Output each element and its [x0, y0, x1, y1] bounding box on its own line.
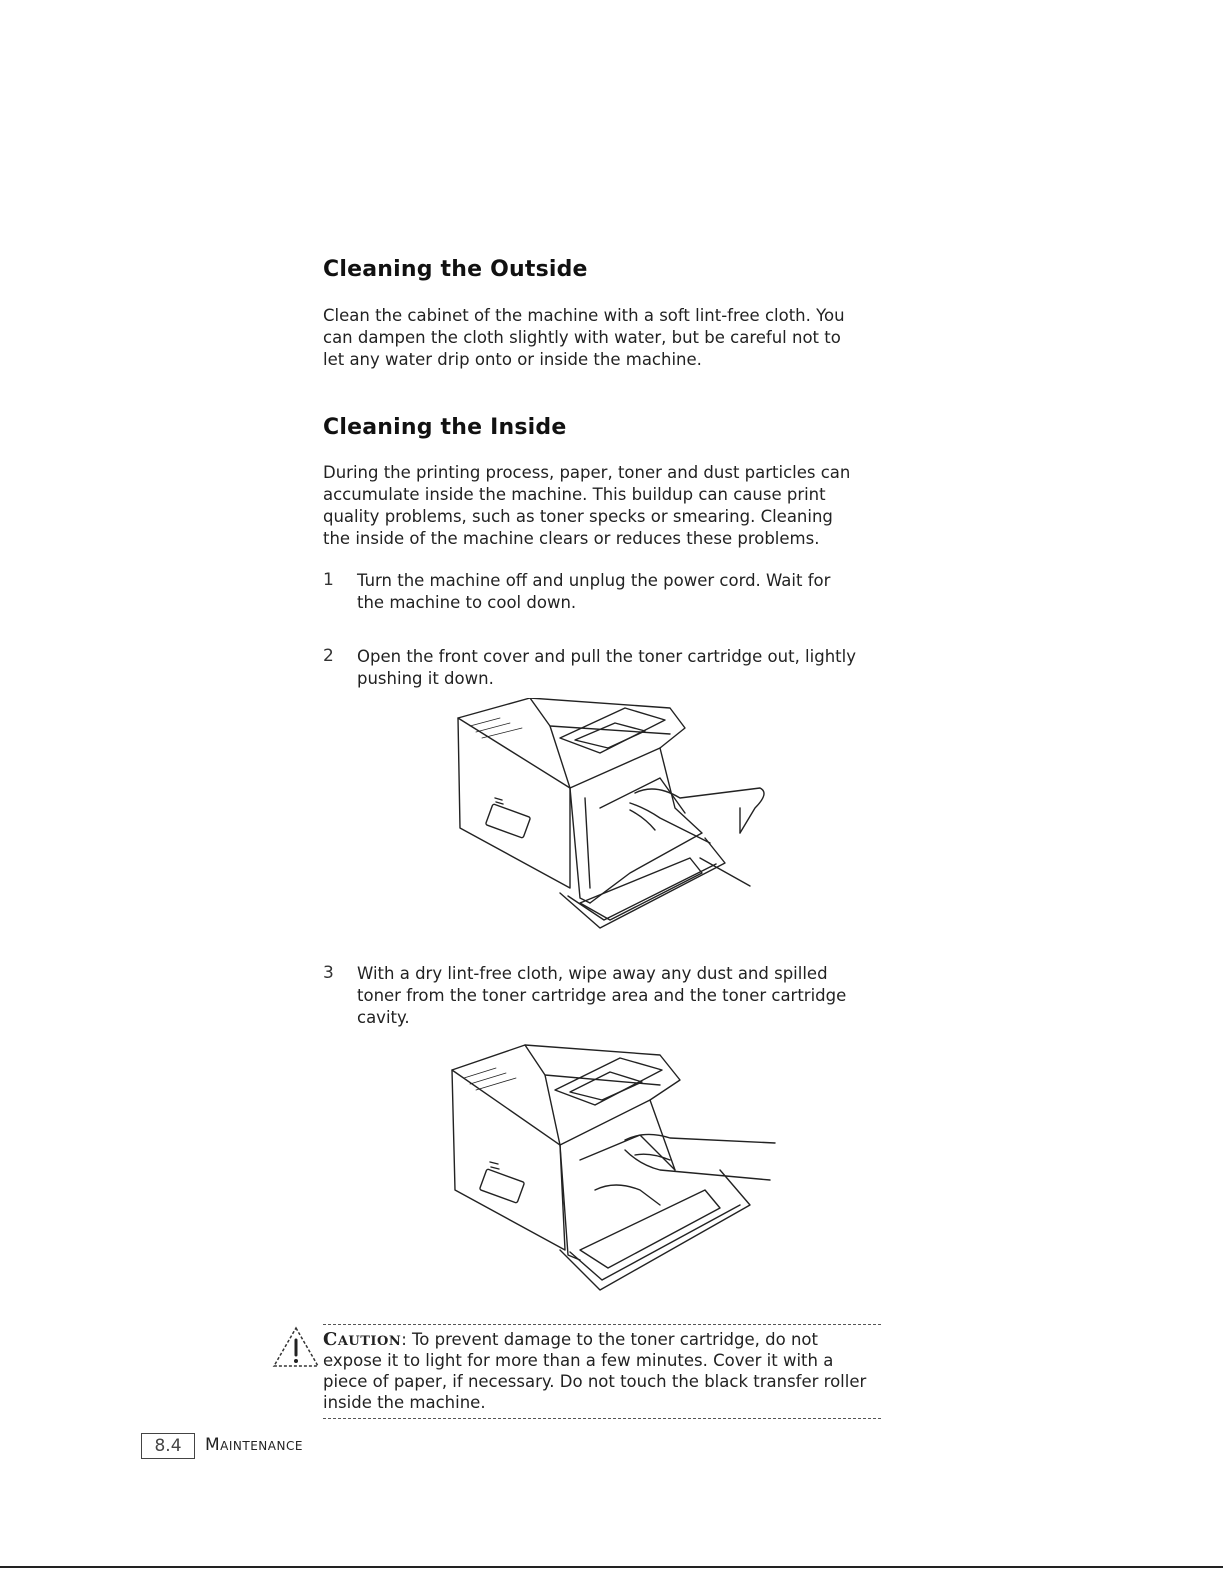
caution-label: Caution [323, 1329, 402, 1350]
page-number: 8.4 [141, 1433, 195, 1459]
heading-cleaning-outside: Cleaning the Outside [323, 257, 588, 282]
step-3-number: 3 [323, 963, 334, 983]
text-line: toner from the toner cartridge area and the toner cartridge [357, 986, 847, 1005]
text-line: With a dry lint-free cloth, wipe away any dust and spilled [357, 964, 828, 983]
text-line: Open the front cover and pull the toner cartridge out, lightly [357, 647, 856, 666]
text-line: cavity. [357, 1008, 410, 1027]
text-line: pushing it down. [357, 669, 494, 688]
step-2-number: 2 [323, 646, 334, 666]
text-line: Turn the machine off and unplug the power cord. Wait for [357, 571, 831, 590]
text-line: : To prevent damage to the toner cartridge, do not [401, 1330, 818, 1349]
printer-illustration-wipe-cavity [430, 1040, 790, 1295]
text-line: the machine to cool down. [357, 593, 577, 612]
text-line: During the printing process, paper, toner and dust particles can [323, 463, 851, 482]
text-line: quality problems, such as toner specks or smearing. Cleaning [323, 507, 833, 526]
step-1-text [357, 570, 917, 614]
text-line: the inside of the machine clears or reduces these problems. [323, 529, 820, 548]
caution-note [323, 1329, 903, 1413]
paragraph-cleaning-outside [323, 305, 903, 371]
step-2-text [357, 646, 917, 690]
heading-cleaning-inside: Cleaning the Inside [323, 415, 567, 440]
caution-top-rule [323, 1324, 881, 1325]
caution-bottom-rule [323, 1418, 881, 1419]
page-bottom-edge [0, 1566, 1223, 1568]
text-line: let any water drip onto or inside the machine. [323, 350, 702, 369]
text-line: piece of paper, if necessary. Do not touch the black transfer roller [323, 1372, 867, 1391]
text-line: accumulate inside the machine. This buildup can cause print [323, 485, 826, 504]
step-1-number: 1 [323, 570, 334, 590]
printer-illustration-remove-cartridge [440, 698, 820, 934]
footer-section-label: Maintenance [205, 1435, 303, 1455]
text-line: inside the machine. [323, 1393, 486, 1412]
text-line: can dampen the cloth slightly with water, but be careful not to [323, 328, 841, 347]
text-line: Clean the cabinet of the machine with a soft lint-free cloth. You [323, 306, 845, 325]
step-3-text [357, 963, 917, 1029]
warning-triangle-icon [270, 1324, 322, 1370]
paragraph-cleaning-inside [323, 462, 903, 550]
text-line: expose it to light for more than a few minutes. Cover it with a [323, 1351, 834, 1370]
